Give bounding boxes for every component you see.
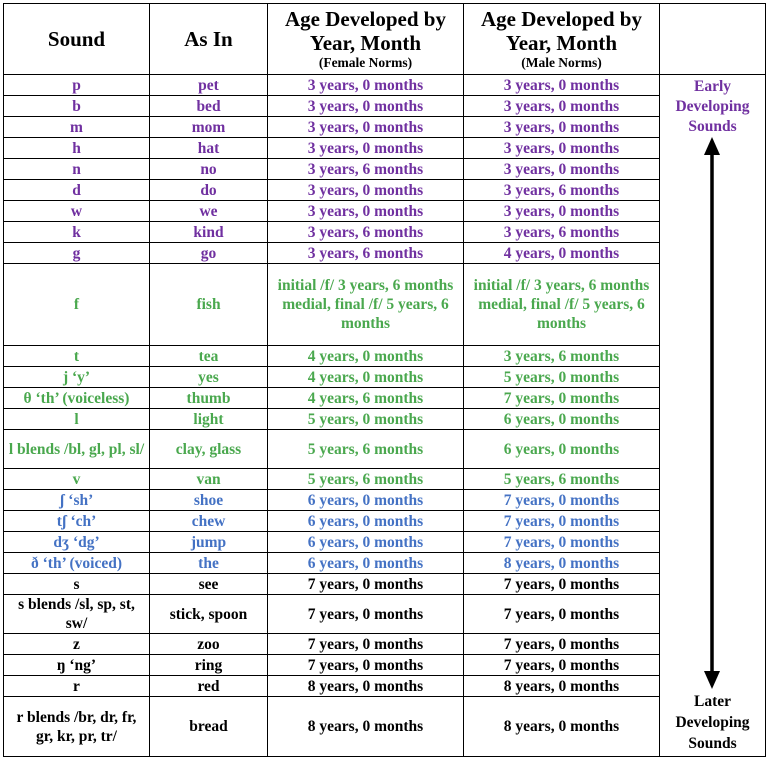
header-blank <box>660 4 766 75</box>
male-subtitle: (Male Norms) <box>521 55 602 70</box>
female-subtitle: (Female Norms) <box>318 55 413 70</box>
sound-cell: s <box>4 574 150 595</box>
table-row <box>4 697 766 757</box>
male-age-cell: 3 years, 0 months <box>464 117 660 138</box>
development-order-column <box>660 75 766 757</box>
example-word-cell: do <box>150 180 268 201</box>
sound-cell: v <box>4 469 150 490</box>
table-row <box>4 574 766 595</box>
male-age-cell: 8 years, 0 months <box>464 697 660 757</box>
sound-cell: m <box>4 117 150 138</box>
male-age-cell: 3 years, 0 months <box>464 96 660 117</box>
example-word-cell: tea <box>150 346 268 367</box>
example-word-cell: mom <box>150 117 268 138</box>
female-age-cell: 4 years, 0 months <box>268 346 464 367</box>
header-sound: Sound <box>4 4 150 75</box>
sound-cell: n <box>4 159 150 180</box>
table-row <box>4 222 766 243</box>
female-age-cell: 6 years, 0 months <box>268 553 464 574</box>
arrow-up-head <box>704 137 720 155</box>
table-row <box>4 430 766 469</box>
table-row <box>4 180 766 201</box>
sound-cell: z <box>4 634 150 655</box>
male-age-cell: 3 years, 6 months <box>464 222 660 243</box>
female-age-cell: 7 years, 0 months <box>268 574 464 595</box>
example-word-cell: thumb <box>150 388 268 409</box>
male-age-cell: 7 years, 0 months <box>464 532 660 553</box>
table-row <box>4 264 766 346</box>
male-age-cell: 7 years, 0 months <box>464 490 660 511</box>
example-word-cell: kind <box>150 222 268 243</box>
male-age-cell: 8 years, 0 months <box>464 676 660 697</box>
example-word-cell: bed <box>150 96 268 117</box>
male-age-cell: 7 years, 0 months <box>464 655 660 676</box>
female-age-cell: 6 years, 0 months <box>268 490 464 511</box>
example-word-cell: fish <box>150 264 268 346</box>
female-age-cell: 5 years, 0 months <box>268 409 464 430</box>
sound-development-table <box>3 3 766 757</box>
example-word-cell: clay, glass <box>150 430 268 469</box>
example-word-cell: pet <box>150 75 268 96</box>
example-word-cell: ring <box>150 655 268 676</box>
sound-cell: r blends /br, dr, fr, gr, kr, pr, tr/ <box>4 697 150 757</box>
female-age-cell: 3 years, 0 months <box>268 138 464 159</box>
sound-cell: ð ‘th’ (voiced) <box>4 553 150 574</box>
sound-cell: j ‘y’ <box>4 367 150 388</box>
example-word-cell: stick, spoon <box>150 595 268 634</box>
example-word-cell: zoo <box>150 634 268 655</box>
male-age-cell: 7 years, 0 months <box>464 574 660 595</box>
sound-cell: ŋ ‘ng’ <box>4 655 150 676</box>
table-row <box>4 490 766 511</box>
female-age-cell: 8 years, 0 months <box>268 676 464 697</box>
sound-cell: dʒ ‘dg’ <box>4 532 150 553</box>
table-row <box>4 676 766 697</box>
header-as-in: As In <box>150 4 268 75</box>
table-row <box>4 409 766 430</box>
table-row <box>4 367 766 388</box>
arrow-down-head <box>704 671 720 689</box>
example-word-cell: red <box>150 676 268 697</box>
male-age-cell: 3 years, 0 months <box>464 201 660 222</box>
table-row <box>4 595 766 634</box>
table-row <box>4 201 766 222</box>
male-age-cell: initial /f/ 3 years, 6 months medial, final /f/ 5 years, 6 months <box>464 264 660 346</box>
sound-cell: g <box>4 243 150 264</box>
male-age-cell: 5 years, 0 months <box>464 367 660 388</box>
sound-cell: d <box>4 180 150 201</box>
table-row <box>4 553 766 574</box>
male-age-cell: 6 years, 0 months <box>464 430 660 469</box>
sound-cell: ʃ ‘sh’ <box>4 490 150 511</box>
female-age-cell: 6 years, 0 months <box>268 532 464 553</box>
example-word-cell: hat <box>150 138 268 159</box>
table-row <box>4 388 766 409</box>
male-age-cell: 3 years, 6 months <box>464 346 660 367</box>
sound-cell: k <box>4 222 150 243</box>
example-word-cell: shoe <box>150 490 268 511</box>
female-age-cell: 5 years, 6 months <box>268 469 464 490</box>
sound-cell: r <box>4 676 150 697</box>
example-word-cell: see <box>150 574 268 595</box>
table-row <box>4 634 766 655</box>
female-age-cell: 3 years, 6 months <box>268 243 464 264</box>
example-word-cell: light <box>150 409 268 430</box>
female-age-cell: 8 years, 0 months <box>268 697 464 757</box>
male-age-cell: 7 years, 0 months <box>464 511 660 532</box>
example-word-cell: yes <box>150 367 268 388</box>
male-age-cell: 7 years, 0 months <box>464 634 660 655</box>
female-age-cell: 3 years, 0 months <box>268 75 464 96</box>
male-age-cell: 8 years, 0 months <box>464 553 660 574</box>
female-age-cell: initial /f/ 3 years, 6 months medial, final /f/ 5 years, 6 months <box>268 264 464 346</box>
header-female-norms <box>268 4 464 75</box>
table-row <box>4 469 766 490</box>
female-age-cell: 3 years, 6 months <box>268 222 464 243</box>
table-row <box>4 159 766 180</box>
female-age-cell: 7 years, 0 months <box>268 655 464 676</box>
example-word-cell: chew <box>150 511 268 532</box>
female-age-cell: 5 years, 6 months <box>268 430 464 469</box>
sound-cell: w <box>4 201 150 222</box>
male-age-cell: 3 years, 0 months <box>464 75 660 96</box>
header-male-norms <box>464 4 660 75</box>
sound-cell: b <box>4 96 150 117</box>
table-row <box>4 243 766 264</box>
example-word-cell: the <box>150 553 268 574</box>
female-age-cell: 3 years, 0 months <box>268 180 464 201</box>
example-word-cell: van <box>150 469 268 490</box>
female-age-cell: 7 years, 0 months <box>268 595 464 634</box>
sound-cell: θ ‘th’ (voiceless) <box>4 388 150 409</box>
sound-cell: s blends /sl, sp, st, sw/ <box>4 595 150 634</box>
table-row <box>4 138 766 159</box>
male-age-cell: 6 years, 0 months <box>464 409 660 430</box>
table-row <box>4 346 766 367</box>
table-row <box>4 511 766 532</box>
male-age-cell: 7 years, 0 months <box>464 388 660 409</box>
table-row <box>4 532 766 553</box>
male-age-cell: 4 years, 0 months <box>464 243 660 264</box>
sound-cell: tʃ ‘ch’ <box>4 511 150 532</box>
table-row <box>4 75 766 96</box>
example-word-cell: jump <box>150 532 268 553</box>
sound-cell: f <box>4 264 150 346</box>
male-age-cell: 7 years, 0 months <box>464 595 660 634</box>
male-age-cell: 3 years, 0 months <box>464 138 660 159</box>
female-age-cell: 6 years, 0 months <box>268 511 464 532</box>
sound-cell: t <box>4 346 150 367</box>
sound-cell: l blends /bl, gl, pl, sl/ <box>4 430 150 469</box>
female-age-cell: 4 years, 6 months <box>268 388 464 409</box>
sound-cell: h <box>4 138 150 159</box>
example-word-cell: go <box>150 243 268 264</box>
female-age-cell: 7 years, 0 months <box>268 634 464 655</box>
female-title: Age Developed by Year, Month <box>285 7 446 55</box>
male-age-cell: 3 years, 0 months <box>464 159 660 180</box>
female-age-cell: 3 years, 6 months <box>268 159 464 180</box>
example-word-cell: we <box>150 201 268 222</box>
male-title: Age Developed by Year, Month <box>481 7 642 55</box>
female-age-cell: 3 years, 0 months <box>268 96 464 117</box>
table-row <box>4 117 766 138</box>
male-age-cell: 5 years, 6 months <box>464 469 660 490</box>
table-row <box>4 655 766 676</box>
example-word-cell: bread <box>150 697 268 757</box>
female-age-cell: 3 years, 0 months <box>268 201 464 222</box>
double-arrow-icon <box>660 75 766 757</box>
female-age-cell: 3 years, 0 months <box>268 117 464 138</box>
early-developing-label: Early Developing Sounds <box>675 78 750 135</box>
female-age-cell: 4 years, 0 months <box>268 367 464 388</box>
sound-cell: p <box>4 75 150 96</box>
later-developing-label: Later Developing Sounds <box>675 693 750 752</box>
table-row <box>4 96 766 117</box>
male-age-cell: 3 years, 6 months <box>464 180 660 201</box>
sound-cell: l <box>4 409 150 430</box>
header-row <box>4 4 766 75</box>
example-word-cell: no <box>150 159 268 180</box>
